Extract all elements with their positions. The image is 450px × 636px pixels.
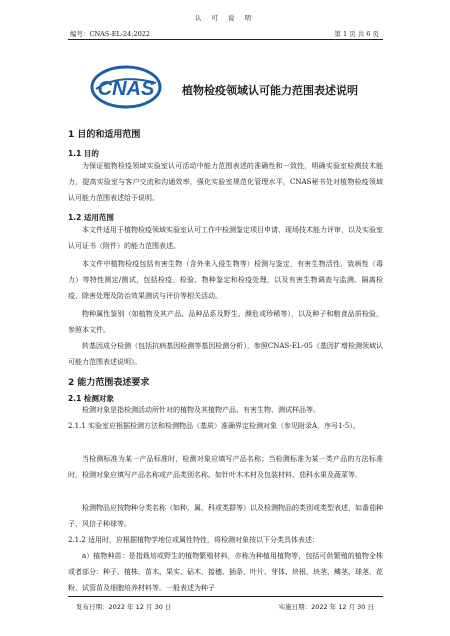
footer-effective-date: 实施日期：2022 年 12 月 30 日 [278, 603, 374, 611]
section-1-2-paragraph-1: 本文件适用于植物检疫领域实验室认可工作中检测鉴定项目申请、现场技术能力评审，以及实验室认可证书（附件）的能力范围表述。 [68, 226, 383, 250]
section-2-1-1-paragraph-2: 检测物品应按物种分类名称（如种、属、科或类群等）以及检测物品的类别或类型表述，如番茄种子、风信子种球等。 [68, 504, 383, 528]
footer-rule [68, 596, 383, 597]
header-doc-type: 认 可 说 明 [194, 14, 256, 22]
section-2-heading: 2 能力范围表述要求 [68, 378, 150, 388]
section-1-1-heading: 1.1 目的 [68, 149, 99, 158]
section-1-1-paragraph: 为保证植物检疫领域实验室认可活动中能力范围表述的准确性和一致性，明确实验室检测技术能力，提高实验室与客户交流和沟通效率，强化实验室规范化管理水平，CNAS秘书处对植物检疫领域认可能力范围表述给予说明。 [68, 162, 383, 202]
section-2-1-2-clause: 2.1.2 适用时，应根据植物学地位或属性特性，将检测对象按以下分类具体表述： [68, 536, 320, 544]
section-1-2-paragraph-2: 本文件中植物检疫包括有害生物（含外来入侵生物等）检测与鉴定，有害生物活性、致病性（毒力）等特性测定/测试，包括检疫、检验、物种鉴定和检疫处理，以及有害生物调查与监测、隔离检疫、除害处理及防治效果测试与评价等相关活动。 [68, 260, 383, 300]
section-2-1-2-item-a: a）植物种苗：是指栽培或野生的植物繁殖材料，亦称为种植用植物等，包括可供繁殖的植物全株或者部分：种子、植株、苗木、果实、砧木、接穗、插条、叶片、芽体、块根、块茎、鳞茎、球茎、花粉、试管苗及细胞培养材料等。一般表述为种子 [68, 552, 383, 592]
section-2-1-paragraph: 检测对象是指检测活动所针对的植物及其植物产品、有害生物、测试样品等。 [82, 406, 320, 414]
section-2-1-heading: 2.1 检测对象 [68, 394, 114, 403]
document-title: 植物检疫领域认可能力范围表述说明 [182, 84, 358, 97]
section-2-1-1-clause: 2.1.1 实验室应根据检测方法和检测物品（基质）准确界定检测对象（参见附录A，序号1-5）。 [68, 422, 360, 430]
section-2-1-1-paragraph-1: 当检测标准为某一产品标准时，检测对象应填写产品名称；当检测标准为某一类产品的方法标准时，检测对象应填写产品名称或产品类别名称。如针叶木木材及包装材料、茄科水果及蔬菜等。 [68, 455, 383, 479]
header-doc-number: 编号：CNAS-EL-24:2022 [70, 30, 151, 38]
header-page-info: 第 1 页 共 6 页 [334, 30, 379, 38]
cnas-logo [90, 65, 162, 109]
section-1-2-heading: 1.2 适用范围 [68, 213, 114, 222]
section-1-2-paragraph-3: 物种属性鉴别（如植物及其产品、品种品系及野生、濒危或珍稀等），以及种子和粮食品质检验，参照本文件。 [68, 310, 383, 334]
header-rule [68, 39, 383, 40]
cnas-logo-text: CNAS [97, 78, 155, 100]
section-1-2-paragraph-4: 转基因成分检测（包括抗病基因检测等基因检测分析），参照CNAS-EL-05《基因扩增检测领域认可能力范围表述说明》。 [68, 342, 383, 366]
section-1-heading: 1 目的和适用范围 [68, 130, 141, 140]
footer-issue-date: 发布日期：2022 年 12 月 30 日 [76, 603, 172, 611]
